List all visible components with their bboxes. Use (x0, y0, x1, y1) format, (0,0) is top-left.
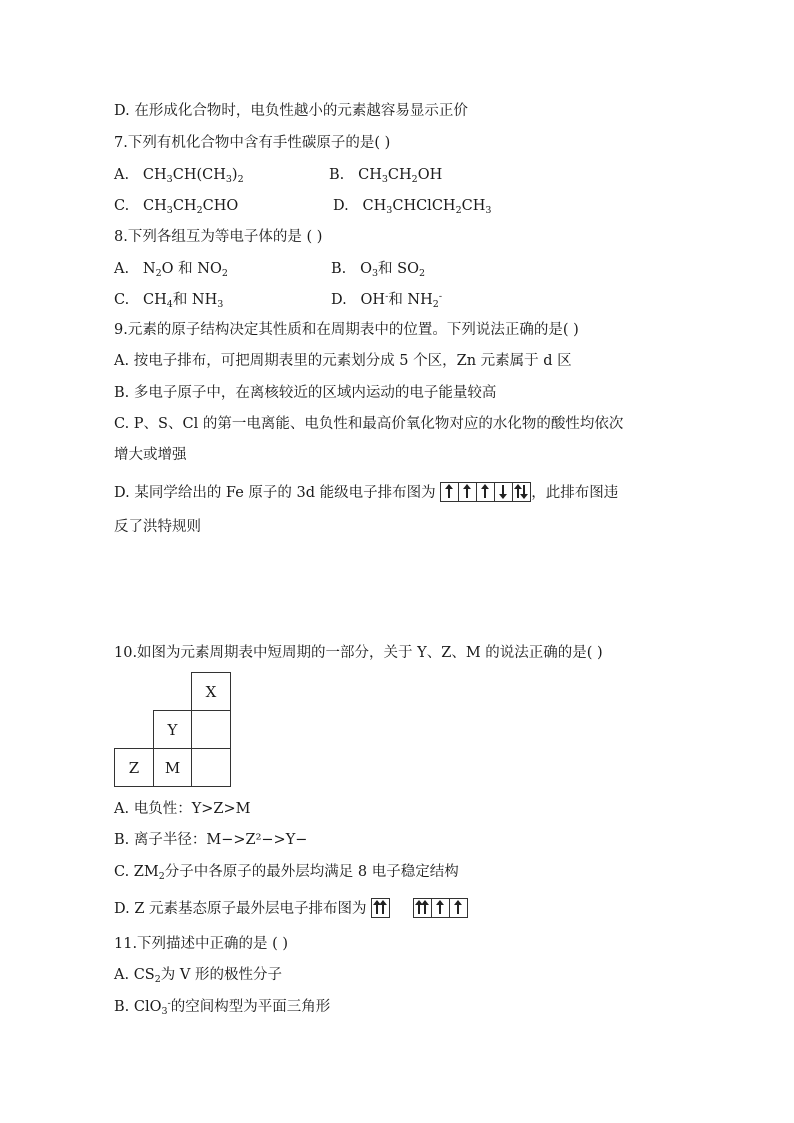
cell-y: Y (153, 710, 192, 749)
cell-x: X (191, 672, 231, 711)
q8-option-d: D. OH-和 $NH_2^-$ (331, 291, 443, 310)
q8-option-a: A. $N_2O$ 和 $NO_2$ (114, 261, 228, 279)
arrow-up-icon (448, 485, 450, 498)
q10-option-a: A. 电负性：Y>Z>M (114, 801, 251, 817)
orbital-cell (513, 483, 530, 501)
arrow-up-icon (439, 901, 441, 914)
orbital-cell (432, 899, 450, 917)
q10-stem: 10.如图为元素周期表中短周期的一部分，关于 Y、Z、M 的说法正确的是( ) (114, 645, 603, 661)
q10-option-b: B. 离子半径：M−>Z²−>Y− (114, 832, 308, 848)
q6-option-d: D. 在形成化合物时，电负性越小的元素越容易显示正价 (114, 103, 468, 119)
z-s-orbital-diagram (371, 898, 390, 918)
cell-empty (191, 710, 231, 749)
z-p-orbital-diagram (413, 898, 468, 918)
q10-option-d: D. Z 元素基态原子最外层电子排布图为 (114, 898, 468, 919)
q11-option-b: B. ClO$_3$-的空间构型为平面三角形 (114, 998, 331, 1017)
q9-option-c-line2: 增大或增强 (114, 447, 187, 463)
arrow-up-icon (376, 901, 378, 914)
q11-stem: 11.下列描述中正确的是 ( ) (114, 936, 289, 952)
arrow-up-icon (418, 901, 420, 914)
q7-option-a: A. $CH_3CH(CH_3)_2$ (114, 167, 244, 185)
q8-stem: 8.下列各组互为等电子体的是 ( ) (114, 229, 323, 245)
q9-stem: 9.元素的原子结构决定其性质和在周期表中的位置。下列说法正确的是( ) (114, 322, 579, 338)
arrow-down-icon (502, 485, 504, 498)
cell-m: M (153, 748, 192, 787)
q10-option-c: C. $ZM_2$分子中各原子的最外层均满足 8 电子稳定结构 (114, 864, 459, 882)
orbital-cell (414, 899, 432, 917)
cell-z: Z (114, 748, 154, 787)
arrow-up-icon (424, 901, 426, 914)
q11-option-a: A. $CS_2$为 V 形的极性分子 (114, 967, 282, 985)
orbital-cell (450, 899, 467, 917)
q9-option-d-line1: D. 某同学给出的 Fe 原子的 3d 能级电子排布图为 ，此排布图违 (114, 482, 618, 503)
orbital-cell (495, 483, 513, 501)
q9-option-a: A. 按电子排布，可把周期表里的元素划分成 5 个区，Zn 元素属于 d 区 (114, 353, 572, 369)
arrow-up-icon (466, 485, 468, 498)
q8-option-b: B. $O_3$和 $SO_2$ (331, 261, 426, 279)
q7-option-d: D. $CH_3CHClCH_2CH_3$ (333, 198, 492, 216)
arrow-up-icon (484, 485, 486, 498)
q8-option-c: C. $CH_4$和 $NH_3$ (114, 292, 224, 310)
cell-empty (191, 748, 231, 787)
q7-option-c: C. $CH_3CH_2CHO$ (114, 198, 239, 216)
arrow-down-icon (523, 485, 525, 498)
q9-option-c-line1: C. P、S、Cl 的第一电离能、电负性和最高价氧化物对应的水化物的酸性均依次 (114, 416, 624, 432)
arrow-up-icon (457, 901, 459, 914)
q7-stem: 7.下列有机化合物中含有手性碳原子的是( ) (114, 135, 391, 151)
orbital-cell (477, 483, 495, 501)
q7-option-b: B. $CH_3CH_2OH$ (329, 167, 443, 185)
q9-option-d-line2: 反了洪特规则 (114, 519, 201, 535)
orbital-cell (459, 483, 477, 501)
orbital-cell (372, 899, 389, 917)
arrow-up-icon (382, 901, 384, 914)
fe-3d-orbital-diagram (440, 482, 531, 502)
q9-option-b: B. 多电子原子中，在离核较近的区域内运动的电子能量较高 (114, 385, 497, 401)
orbital-cell (441, 483, 459, 501)
arrow-up-icon (517, 485, 519, 498)
